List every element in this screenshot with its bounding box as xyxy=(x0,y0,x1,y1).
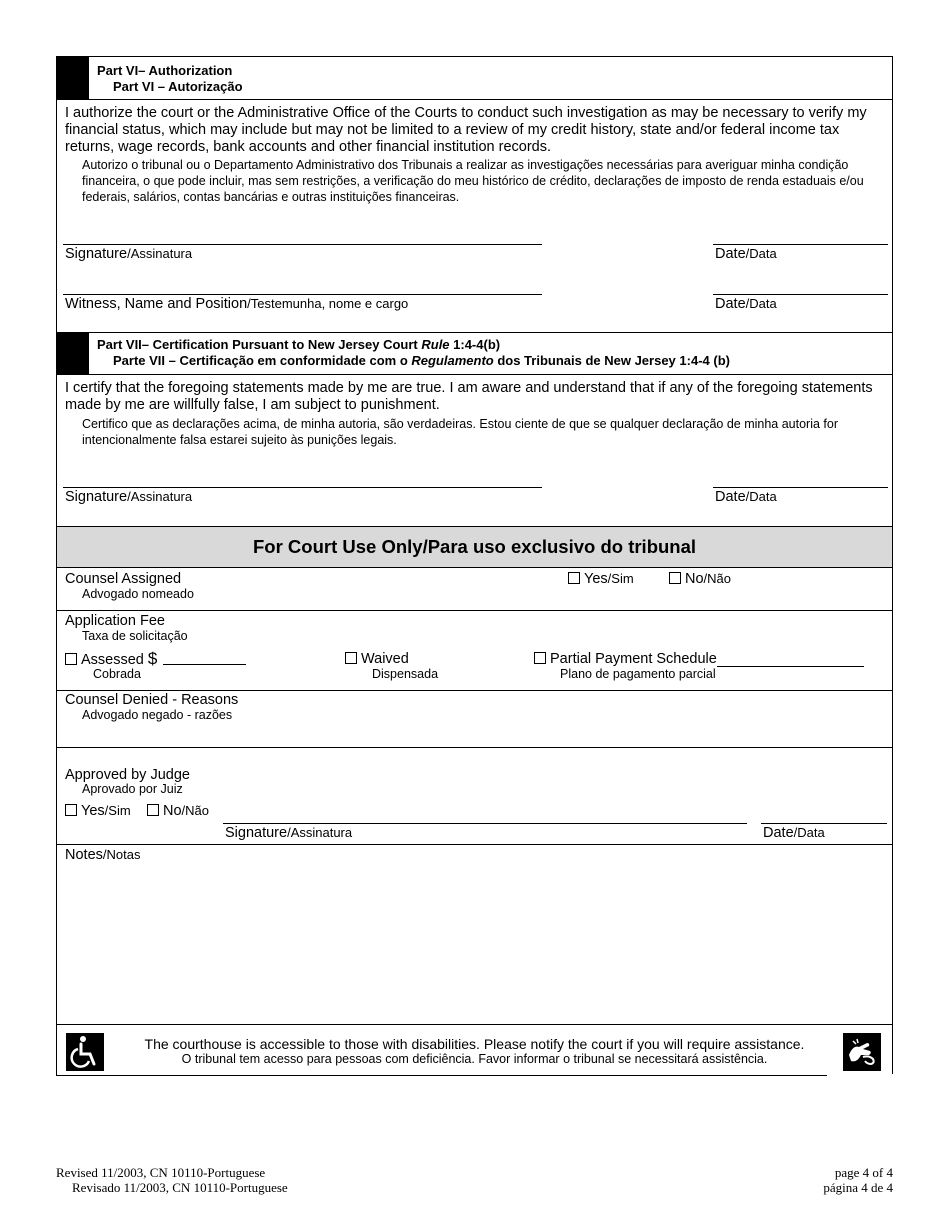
part6-signature-label: Signature/Assinatura xyxy=(65,246,193,262)
checkbox-icon[interactable] xyxy=(669,572,681,584)
part6-header xyxy=(57,57,892,99)
part7-text-en: I certify that the foregoing statements made by me are true. I am aware and understand that if any of the foregoing statements made by me are willfully false, I am subject to punishment. xyxy=(65,380,873,413)
footer-page xyxy=(823,1165,893,1195)
judge-signature-label: Signature/Assinatura xyxy=(225,825,353,841)
checkbox-icon[interactable] xyxy=(147,804,159,816)
counsel-yes-option[interactable]: Yes/Sim xyxy=(568,571,634,587)
witness-line[interactable] xyxy=(63,294,542,295)
assessed-option[interactable]: Assessed $ xyxy=(65,649,157,669)
part6-signature-line[interactable] xyxy=(63,244,542,245)
bottom-gap xyxy=(827,1074,893,1077)
part6-date-line[interactable] xyxy=(713,244,888,245)
counsel-denied-label-pt: Advogado negado - razões xyxy=(82,708,233,722)
witness-date-label: Date/Data xyxy=(715,296,777,312)
divider xyxy=(57,844,892,845)
divider xyxy=(57,690,892,691)
counsel-assigned-label-pt: Advogado nomeado xyxy=(82,587,194,601)
accessibility-text-en: The courthouse is accessible to those with disabilities. Please notify the court if you will require assistance. xyxy=(144,1036,805,1052)
counsel-assigned-label: Counsel Assigned xyxy=(65,571,182,587)
part6-title-pt: Part VI – Autorização xyxy=(113,79,243,94)
divider xyxy=(57,526,892,527)
assessed-label-pt: Cobrada xyxy=(93,667,141,681)
footer-revised xyxy=(56,1165,288,1195)
partial-payment-line[interactable] xyxy=(717,666,864,667)
divider xyxy=(57,747,892,748)
approved-by-judge-label-pt: Aprovado por Juiz xyxy=(82,782,183,796)
part7-date-line[interactable] xyxy=(713,487,888,488)
app-fee-label-pt: Taxa de solicitação xyxy=(82,629,188,643)
part7-signature-label: Signature/Assinatura xyxy=(65,489,193,505)
judge-no-option[interactable]: No/Não xyxy=(147,803,209,819)
court-use-title: For Court Use Only/Para uso exclusivo do tribunal xyxy=(252,536,697,557)
partial-payment-option[interactable]: Partial Payment Schedule xyxy=(534,651,717,667)
part7-text-pt: Certifico que as declarações acima, de minha autoria, são verdadeiras. Estou ciente de que se qualquer declaração de minha autoria for intencionalmente falsa estarei sujeito às punições legais. xyxy=(82,417,838,447)
footer-page-en: page 4 of 4 xyxy=(834,1165,893,1180)
footer-revised-pt: Revisado 11/2003, CN 10110-Portuguese xyxy=(72,1180,288,1195)
divider xyxy=(57,1024,892,1025)
accessibility-text-pt: O tribunal tem acesso para pessoas com deficiência. Favor informar o tribunal se necessitará assistência. xyxy=(181,1052,768,1066)
part7-title-en: Part VII– Certification Pursuant to New Jersey Court Rule 1:4-4(b) xyxy=(97,337,501,352)
checkbox-icon[interactable] xyxy=(568,572,580,584)
counsel-no-option[interactable]: No/Não xyxy=(669,571,731,587)
part6-date-label: Date/Data xyxy=(715,246,777,262)
witness-date-line[interactable] xyxy=(713,294,888,295)
judge-signature-line[interactable] xyxy=(223,823,747,824)
partial-payment-label-pt: Plano de pagamento parcial xyxy=(560,667,716,681)
judge-yes-option[interactable]: Yes/Sim xyxy=(65,803,131,819)
waived-option[interactable]: Waived xyxy=(345,651,409,667)
divider xyxy=(57,374,892,375)
app-fee-label: Application Fee xyxy=(65,613,165,629)
approved-by-judge-label: Approved by Judge xyxy=(65,767,190,783)
part6-header-bar xyxy=(57,57,89,99)
part6-title-en: Part VI– Authorization xyxy=(97,63,233,78)
part7-title-pt: Parte VII – Certificação em conformidade com o Regulamento dos Tribunais de New Jersey 1:4-4 (b) xyxy=(113,353,730,368)
part6-text-en: I authorize the court or the Administrative Office of the Courts to conduct such investigation as may be necessary to verify my financial status, which may include but may not be limited to a review of my credit history, state and/or federal income tax returns, wage records, bank accounts and other financial institution records. xyxy=(65,105,867,155)
assessed-amount-line[interactable] xyxy=(163,664,246,665)
part7-header-bar xyxy=(57,332,89,374)
checkbox-icon[interactable] xyxy=(534,652,546,664)
divider xyxy=(57,567,892,568)
sign-language-icon xyxy=(843,1033,881,1071)
witness-label: Witness, Name and Position/Testemunha, nome e cargo xyxy=(65,296,409,312)
part7-date-label: Date/Data xyxy=(715,489,777,505)
part6-text-pt: Autorizo o tribunal ou o Departamento Administrativo dos Tribunais a realizar as investigações necessárias para averiguar minha condição financeira, o que pode incluir, mas sem restrições, a verificação do meu histórico de crédito, declarações de imposto de renda estaduais e/ou federais, salários, contas bancárias e outras instituições financeiras. xyxy=(82,158,864,204)
court-form xyxy=(56,56,893,1076)
judge-date-line[interactable] xyxy=(761,823,887,824)
checkbox-icon[interactable] xyxy=(345,652,357,664)
judge-date-label: Date/Data xyxy=(763,825,825,841)
notes-label: Notes/Notas xyxy=(65,847,141,863)
footer-page-pt: página 4 de 4 xyxy=(823,1180,893,1195)
checkbox-icon[interactable] xyxy=(65,804,77,816)
divider xyxy=(57,610,892,611)
counsel-denied-label: Counsel Denied - Reasons xyxy=(65,692,239,708)
dollar-sign: $ xyxy=(147,649,158,668)
divider xyxy=(57,99,892,100)
part7-header xyxy=(57,332,892,374)
footer-revised-en: Revised 11/2003, CN 10110-Portuguese xyxy=(56,1165,266,1180)
waived-label-pt: Dispensada xyxy=(372,667,439,681)
part7-signature-line[interactable] xyxy=(63,487,542,488)
checkbox-icon[interactable] xyxy=(65,653,77,665)
